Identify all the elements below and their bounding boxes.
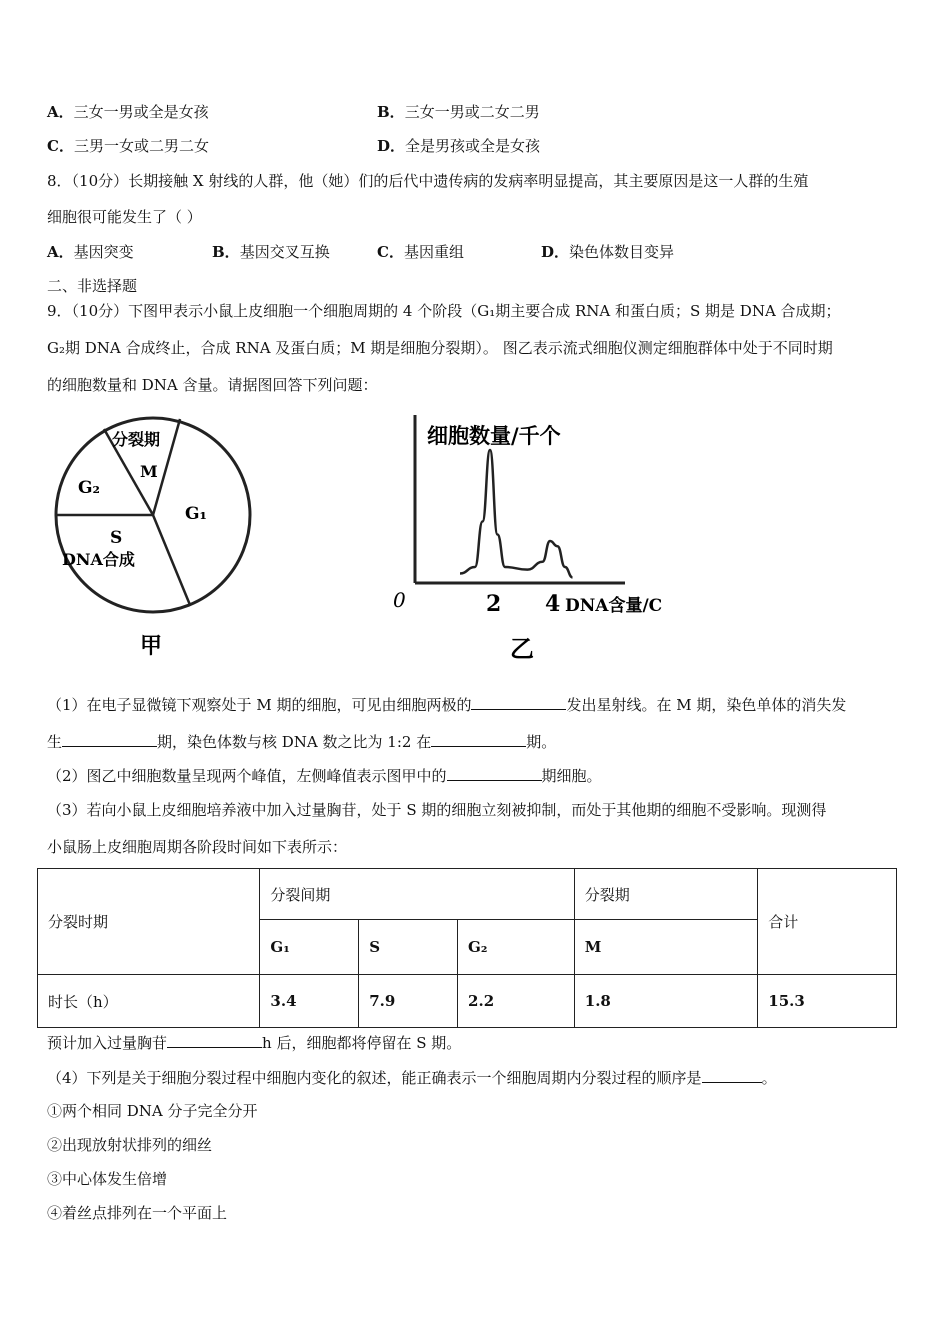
- answer-blank-6[interactable]: [702, 1067, 762, 1083]
- q8-option-b: B．基因交叉互换: [212, 243, 330, 261]
- answer-blank-3[interactable]: [431, 731, 526, 747]
- x-tick-2: 2: [486, 591, 502, 617]
- pie-label-g2: G₂: [78, 478, 100, 498]
- th-mitosis: 分裂期: [574, 869, 758, 920]
- q9-sub1-line1: （1）在电子显微镜下观察处于 M 期的细胞，可见由细胞两极的 发出星射线。在 M 期，染色单体的消失发: [47, 696, 847, 714]
- q7-option-d: D．全是男孩或全是女孩: [377, 137, 541, 155]
- q9-sub3-line2: 小鼠肠上皮细胞周期各阶段时间如下表所示：: [47, 838, 348, 856]
- cell-m: 1.8: [574, 975, 758, 1028]
- q9-sub4-item3: ③中心体发生倍增: [47, 1170, 168, 1188]
- section-title: 二、非选择题: [47, 277, 138, 295]
- cell-total: 15.3: [758, 975, 897, 1028]
- answer-blank-5[interactable]: [167, 1032, 262, 1048]
- q9-sub3-line1: （3）若向小鼠上皮细胞培养液中加入过量胸苷，处于 S 期的细胞立刻被抑制，而处于其他期的细胞不受影响。现测得: [47, 801, 827, 819]
- answer-blank-1[interactable]: [471, 694, 566, 710]
- dna-distribution-curve: [460, 450, 573, 577]
- q7-option-a: A．三女一男或全是女孩: [47, 103, 209, 121]
- row-label-duration: 时长（h）: [38, 975, 260, 1028]
- th-m: M: [574, 920, 758, 975]
- th-total: 合计: [758, 869, 897, 975]
- pie-label-g1: G₁: [185, 504, 207, 524]
- figure-jia-label: 甲: [140, 633, 163, 659]
- q9-sub4-item1: ①两个相同 DNA 分子完全分开: [47, 1102, 258, 1120]
- th-phase: 分裂时期: [38, 869, 260, 975]
- th-s: S: [359, 920, 458, 975]
- q9-sub4-stem: （4）下列是关于细胞分裂过程中细胞内变化的叙述，能正确表示一个细胞周期内分裂过程的顺序是 。: [47, 1069, 777, 1087]
- q8-option-c: C．基因重组: [377, 243, 464, 261]
- q9-sub4-item2: ②出现放射状排列的细丝: [47, 1136, 213, 1154]
- q8-option-a: A．基因突变: [47, 243, 134, 261]
- pie-label-fenlieqi: 分裂期: [112, 430, 161, 449]
- q8-option-d: D．染色体数目变异: [541, 243, 675, 261]
- answer-blank-2[interactable]: [62, 731, 157, 747]
- origin-label: 0: [393, 588, 406, 612]
- figure-yi-label: 乙: [510, 634, 534, 663]
- cell-s: 7.9: [359, 975, 458, 1028]
- th-g2: G₂: [458, 920, 575, 975]
- x-axis-label: DNA含量/C: [565, 596, 663, 616]
- pie-label-m: M: [140, 462, 158, 481]
- q8-stem-line1: 8．（10分）长期接触 X 射线的人群，他（她）们的后代中遗传病的发病率明显提高，其主要原因是这一人群的生殖: [47, 172, 809, 190]
- y-axis-label: 细胞数量/千个: [427, 423, 561, 448]
- th-g1: G₁: [260, 920, 359, 975]
- x-tick-4: 4: [545, 591, 561, 617]
- pie-label-dna: DNA合成: [62, 550, 135, 569]
- th-interphase: 分裂间期: [260, 869, 574, 920]
- q7-option-c: C．三男一女或二男二女: [47, 137, 209, 155]
- figure-yi-graph: [385, 415, 705, 665]
- q9-sub4-item4: ④着丝点排列在一个平面上: [47, 1204, 228, 1222]
- pie-label-s: S: [110, 528, 123, 548]
- q8-stem-line2: 细胞很可能发生了（ ）: [47, 208, 202, 226]
- cell-g1: 3.4: [260, 975, 359, 1028]
- cell-cycle-table: [37, 868, 897, 1028]
- cell-g2: 2.2: [458, 975, 575, 1028]
- figure-jia-pie: [40, 415, 270, 665]
- q9-sub1-line2: 生 期，染色体数与核 DNA 数之比为 1:2 在 期。: [47, 733, 557, 751]
- q9-stem-line3: 的细胞数量和 DNA 含量。请据图回答下列问题：: [47, 376, 378, 394]
- q9-after-table: 预计加入过量胸苷 h 后，细胞都将停留在 S 期。: [47, 1034, 462, 1052]
- q7-option-b: B．三女一男或二女二男: [377, 103, 540, 121]
- q9-stem-line2: G₂期 DNA 合成终止，合成 RNA 及蛋白质；M 期是细胞分裂期）。 图乙表示流式细胞仪测定细胞群体中处于不同时期: [47, 339, 833, 357]
- q9-stem-line1: 9．（10分）下图甲表示小鼠上皮细胞一个细胞周期的 4 个阶段（G₁期主要合成 RNA 和蛋白质；S 期是 DNA 合成期；: [47, 302, 841, 320]
- answer-blank-4[interactable]: [447, 765, 542, 781]
- q9-sub2: （2）图乙中细胞数量呈现两个峰值，左侧峰值表示图甲中的 期细胞。: [47, 767, 602, 785]
